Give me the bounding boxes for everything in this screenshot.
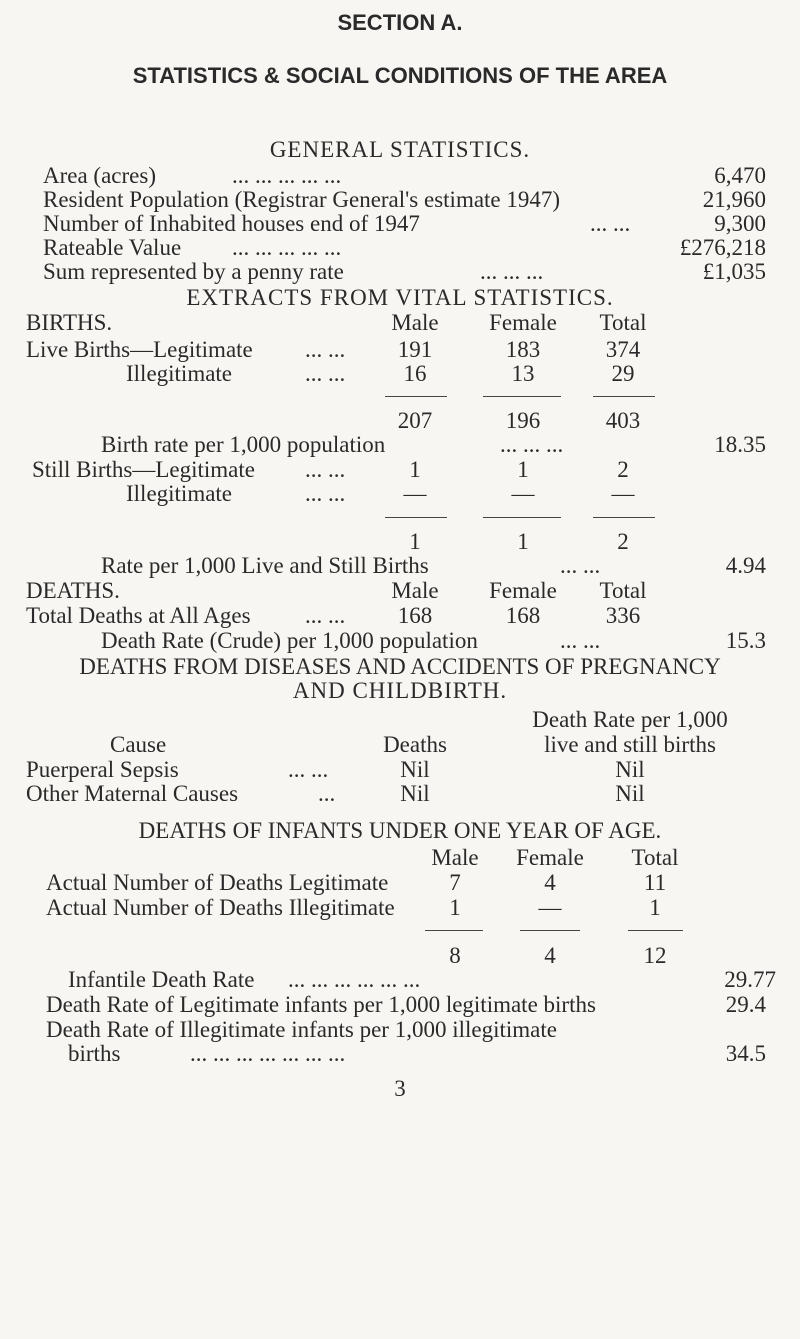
death-rate-label: Death Rate (Crude) per 1,000 population	[101, 628, 478, 653]
live-illegit-male: 16	[403, 361, 427, 386]
birth-rate-value: 18.35	[714, 432, 766, 457]
total-rule	[385, 396, 447, 397]
row-dots: ... ...	[305, 337, 346, 362]
total-deaths-male: 168	[397, 603, 433, 628]
still-total-total: 2	[617, 529, 629, 554]
general-row-dots: ... ...	[590, 211, 631, 236]
infant-col-female: Female	[516, 845, 584, 870]
total-rule	[593, 396, 655, 397]
col-male-header: Male	[391, 310, 439, 335]
deaths-col-total: Total	[599, 578, 647, 603]
still-legit-female: 1	[517, 457, 529, 482]
live-total-female: 196	[505, 408, 541, 433]
row-dots: ... ...	[560, 628, 601, 653]
still-birth-rate-label: Rate per 1,000 Live and Still Births	[101, 553, 429, 578]
still-births-illegitimate-label: Illegitimate	[126, 481, 233, 506]
row-dots: ... ...	[305, 361, 346, 386]
illegit-infant-rate-label: Death Rate of Illegitimate infants per 1,000 illegitimate	[46, 1017, 557, 1042]
still-legit-male: 1	[409, 457, 421, 482]
live-illegit-female: 13	[511, 361, 535, 386]
total-rule	[385, 517, 447, 518]
still-illegit-total: —	[611, 481, 635, 506]
still-illegit-female: —	[511, 481, 535, 506]
deaths-col-male: Male	[391, 578, 439, 603]
maternal-rate-value: Nil	[615, 757, 645, 782]
main-title: STATISTICS & SOCIAL CONDITIONS OF THE AREA	[132, 63, 668, 88]
deaths-col-female: Female	[489, 578, 557, 603]
general-row-label: Rateable Value	[43, 235, 182, 260]
col-total-header: Total	[599, 310, 647, 335]
live-total-total: 403	[605, 408, 641, 433]
general-row-label: Resident Population (Registrar General's estimate 1947)	[43, 187, 561, 212]
row-dots: ... ... ...	[500, 432, 564, 457]
infant-col-total: Total	[631, 845, 679, 870]
general-statistics-heading: GENERAL STATISTICS.	[269, 137, 531, 162]
still-total-male: 1	[409, 529, 421, 554]
col-female-header: Female	[489, 310, 557, 335]
general-row-value: 9,300	[714, 211, 766, 236]
infant-illegit-total: 1	[649, 895, 661, 920]
row-dots: ...	[318, 781, 336, 806]
live-legit-female: 183	[505, 337, 541, 362]
deaths-label: DEATHS.	[26, 578, 120, 603]
infant-total-female: 4	[544, 943, 556, 968]
total-rule	[483, 396, 561, 397]
infant-legit-male: 7	[449, 870, 461, 895]
general-row-value: £1,035	[702, 259, 766, 284]
infant-legit-label: Actual Number of Deaths Legitimate	[46, 870, 389, 895]
row-dots: ... ...	[288, 757, 329, 782]
live-legit-male: 191	[397, 337, 433, 362]
maternal-cause-label: Puerperal Sepsis	[26, 757, 179, 782]
birth-rate-label: Birth rate per 1,000 population	[101, 432, 386, 457]
total-rule	[628, 930, 683, 931]
maternal-col-rate: Death Rate per 1,000	[532, 707, 728, 732]
still-total-female: 1	[517, 529, 529, 554]
still-birth-rate-value: 4.94	[725, 553, 766, 578]
vital-statistics-heading: EXTRACTS FROM VITAL STATISTICS.	[186, 285, 614, 310]
infant-legit-total: 11	[643, 870, 667, 895]
maternal-cause-label: Other Maternal Causes	[26, 781, 239, 806]
births-label: BIRTHS.	[26, 310, 113, 335]
total-rule	[520, 930, 580, 931]
maternal-rate-value: Nil	[615, 781, 645, 806]
live-illegit-total: 29	[611, 361, 635, 386]
maternal-col-rate-line2: live and still births	[544, 732, 716, 757]
section-title: SECTION A.	[337, 10, 463, 35]
general-row-label: Sum represented by a penny rate	[43, 259, 344, 284]
general-row-dots: ... ... ...	[480, 259, 544, 284]
infantile-death-rate-value: 29.77	[724, 967, 776, 992]
still-births-legitimate-label: Still Births—Legitimate	[32, 457, 255, 482]
illegit-infant-rate-label-line2: births	[68, 1041, 121, 1066]
infant-illegit-female: —	[538, 895, 562, 920]
infant-illegit-male: 1	[449, 895, 461, 920]
total-rule	[425, 930, 483, 931]
total-deaths-female: 168	[505, 603, 541, 628]
infant-deaths-heading: DEATHS OF INFANTS UNDER ONE YEAR OF AGE.	[138, 818, 662, 843]
maternal-heading: DEATHS FROM DISEASES AND ACCIDENTS OF PREGNANCY	[79, 654, 721, 679]
maternal-col-deaths: Deaths	[383, 732, 447, 757]
infant-illegit-label: Actual Number of Deaths Illegitimate	[46, 895, 395, 920]
infant-total-total: 12	[643, 943, 667, 968]
row-dots: ... ...	[305, 457, 346, 482]
row-dots: ... ... ... ... ... ... ...	[190, 1041, 346, 1066]
infant-col-male: Male	[431, 845, 479, 870]
page-number: 3	[394, 1076, 406, 1101]
infant-legit-female: 4	[544, 870, 556, 895]
total-deaths-total: 336	[605, 603, 641, 628]
live-births-legitimate-label: Live Births—Legitimate	[26, 337, 253, 362]
live-legit-total: 374	[605, 337, 641, 362]
legit-infant-rate-value: 29.4	[725, 992, 766, 1017]
general-row-value: £276,218	[679, 235, 766, 260]
row-dots: ... ...	[560, 553, 601, 578]
maternal-heading-line2: AND CHILDBIRTH.	[292, 678, 508, 703]
total-rule	[593, 517, 655, 518]
general-row-value: 6,470	[714, 163, 766, 188]
general-row-label: Number of Inhabited houses end of 1947	[43, 211, 420, 236]
live-births-illegitimate-label: Illegitimate	[126, 361, 233, 386]
general-row-label: Area (acres)	[43, 163, 156, 188]
death-rate-value: 15.3	[725, 628, 766, 653]
illegit-infant-rate-value: 34.5	[725, 1041, 766, 1066]
maternal-deaths-value: Nil	[400, 781, 430, 806]
legit-infant-rate-label: Death Rate of Legitimate infants per 1,000 legitimate births	[46, 992, 596, 1017]
infant-total-male: 8	[449, 943, 461, 968]
total-rule	[483, 517, 561, 518]
maternal-deaths-value: Nil	[400, 757, 430, 782]
still-legit-total: 2	[617, 457, 629, 482]
general-row-dots: ... ... ... ... ...	[232, 235, 342, 260]
general-row-dots: ... ... ... ... ...	[232, 163, 342, 188]
row-dots: ... ...	[305, 481, 346, 506]
live-total-male: 207	[397, 408, 433, 433]
still-illegit-male: —	[403, 481, 427, 506]
row-dots: ... ... ... ... ... ...	[288, 967, 421, 992]
total-deaths-label: Total Deaths at All Ages	[26, 603, 251, 628]
general-row-value: 21,960	[702, 187, 766, 212]
infantile-death-rate-label: Infantile Death Rate	[68, 967, 255, 992]
maternal-col-cause: Cause	[110, 732, 167, 757]
row-dots: ... ...	[305, 603, 346, 628]
